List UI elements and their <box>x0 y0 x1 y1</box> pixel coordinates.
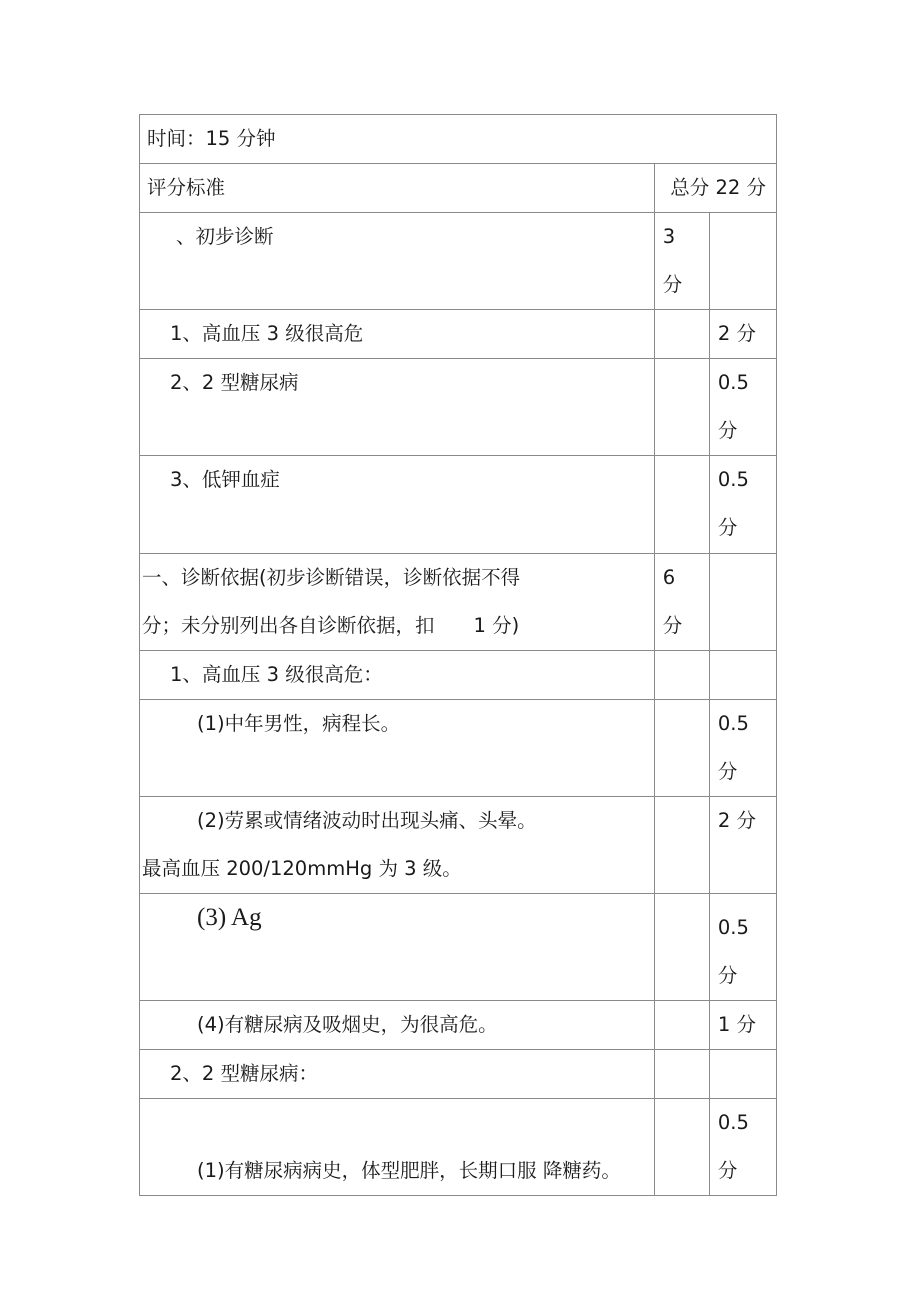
item-text: (1)中年男性，病程长。 <box>197 712 401 735</box>
criteria-row <box>140 164 777 213</box>
section-points-unit: 分 <box>662 614 683 637</box>
section-points-cell <box>654 1050 709 1099</box>
section-points-cell <box>654 554 709 651</box>
item-text-continued: 最高血压 200/120mmHg 为 3 级。 <box>142 857 462 880</box>
table-row <box>140 310 777 359</box>
points-cell <box>709 456 776 554</box>
points-value: 2 分 <box>717 809 756 832</box>
table-row <box>140 1099 777 1196</box>
item-text: 2、2 型糖尿病： <box>170 1062 319 1085</box>
item-cell <box>140 554 655 651</box>
total-score: 总分 22 分 <box>670 176 766 199</box>
table-row <box>140 894 777 1001</box>
points-cell <box>709 1050 776 1099</box>
section-points-cell <box>654 359 709 456</box>
points-number: 0.5 <box>717 916 749 939</box>
section-points-number: 6 <box>662 566 676 589</box>
points-cell <box>709 894 776 1001</box>
criteria-cell <box>140 164 655 213</box>
section-points-cell <box>654 213 709 310</box>
item-text: 1、高血压 3 级很高危 <box>170 322 364 345</box>
section-points-cell <box>654 700 709 797</box>
scoring-table <box>139 114 777 1196</box>
points-cell <box>709 1001 776 1050</box>
points-unit: 分 <box>717 1159 738 1182</box>
section-points-cell <box>654 1099 709 1196</box>
section-points-cell <box>654 894 709 1001</box>
item-text: 1、高血压 3 级很高危： <box>170 663 383 686</box>
item-text: (1)有糖尿病病史，体型肥胖，长期口服 降糖药。 <box>197 1159 621 1182</box>
points-number: 0.5 <box>717 371 749 394</box>
item-text: (3) Ag <box>197 904 262 931</box>
table-row <box>140 1001 777 1050</box>
points-unit: 分 <box>717 516 738 539</box>
section-points-cell <box>654 797 709 894</box>
points-unit: 分 <box>717 760 738 783</box>
item-cell <box>140 359 655 456</box>
points-cell <box>709 554 776 651</box>
points-unit: 分 <box>717 964 738 987</box>
item-text: (2)劳累或情绪波动时出现头痛、头晕。 <box>197 809 537 832</box>
table-row <box>140 359 777 456</box>
item-cell <box>140 651 655 700</box>
item-cell <box>140 456 655 554</box>
points-cell <box>709 359 776 456</box>
item-text: 3、低钾血症 <box>170 468 280 491</box>
time-row <box>140 115 777 164</box>
item-cell <box>140 1050 655 1099</box>
points-value: 1 分 <box>717 1013 756 1036</box>
points-number: 0.5 <box>717 468 749 491</box>
item-text: 2、2 型糖尿病 <box>170 371 299 394</box>
item-text: (4)有糖尿病及吸烟史，为很高危。 <box>197 1013 498 1036</box>
points-number: 0.5 <box>717 712 749 735</box>
points-cell <box>709 651 776 700</box>
time-cell <box>140 115 777 164</box>
item-cell <box>140 700 655 797</box>
points-cell <box>709 1099 776 1196</box>
table-row <box>140 456 777 554</box>
section-points-cell <box>654 651 709 700</box>
points-number: 0.5 <box>717 1111 749 1134</box>
section-points-number: 3 <box>662 225 676 248</box>
item-cell <box>140 1099 655 1196</box>
table-row <box>140 797 777 894</box>
points-unit: 分 <box>717 419 738 442</box>
section-heading: 一、诊断依据(初步诊断错误，诊断依据不得 <box>142 566 521 589</box>
points-cell <box>709 700 776 797</box>
section-points-cell <box>654 310 709 359</box>
criteria-label: 评分标准 <box>147 176 226 199</box>
section-points-cell <box>654 456 709 554</box>
item-cell <box>140 797 655 894</box>
time-text: 时间：15 分钟 <box>147 127 276 150</box>
section-points-unit: 分 <box>662 273 683 296</box>
table-row <box>140 1050 777 1099</box>
item-cell <box>140 1001 655 1050</box>
table-row <box>140 700 777 797</box>
table-row <box>140 554 777 651</box>
section-note: 分；未分别列出各自诊断依据，扣 1 分) <box>142 614 520 637</box>
item-cell <box>140 213 655 310</box>
points-cell <box>709 797 776 894</box>
item-cell <box>140 894 655 1001</box>
table-row <box>140 213 777 310</box>
points-value: 2 分 <box>717 322 756 345</box>
points-cell <box>709 213 776 310</box>
points-cell <box>709 310 776 359</box>
section-heading: 、初步诊断 <box>176 225 274 248</box>
section-points-cell <box>654 1001 709 1050</box>
total-cell <box>654 164 776 213</box>
item-cell <box>140 310 655 359</box>
table-row <box>140 651 777 700</box>
